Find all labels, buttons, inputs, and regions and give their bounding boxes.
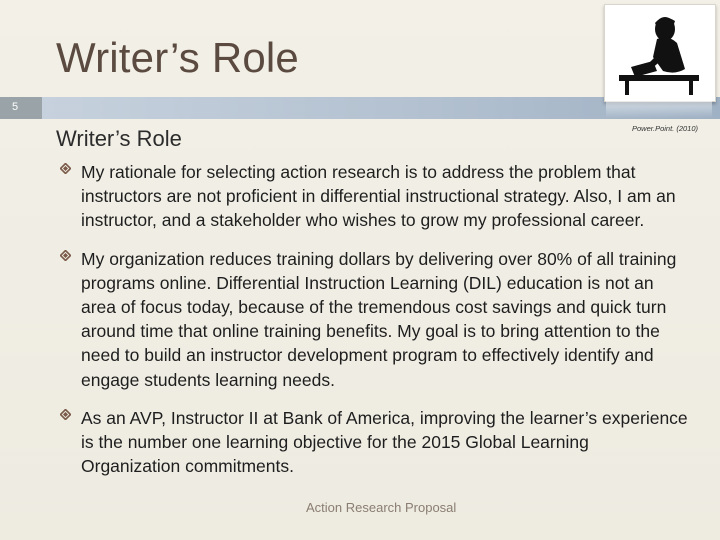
- photo-credit: Power.Point. (2010): [632, 124, 699, 133]
- slide-number: 5: [12, 101, 19, 113]
- bullet-item: [60, 406, 690, 479]
- bullet-text: My organization reduces training dollars by delivering over 80% of all training programs online. Differential Instruction Learning (DIL) education is not an area of focus today, because of the tremendous cost savings and quick turn around time that online training benefits. My goal is to bring attention to the need to build an instructor development program to effectively identify and engage students learning needs.: [81, 248, 677, 390]
- slide-number-box: [0, 97, 42, 119]
- slide-title: Writer’s Role: [56, 34, 299, 81]
- diamond-bullet-icon: [60, 409, 71, 420]
- photo-reflection: [606, 100, 712, 118]
- bullet-list: [60, 160, 690, 492]
- person-reading-silhouette-image: [605, 5, 715, 101]
- photo-frame: [604, 4, 716, 102]
- bullet-item: [60, 160, 690, 233]
- diamond-bullet-icon: [60, 163, 71, 174]
- slide-footer: Action Research Proposal: [306, 500, 457, 515]
- bullet-item: [60, 247, 690, 392]
- content-heading: Writer’s Role: [56, 126, 182, 151]
- bullet-text: My rationale for selecting action research is to address the problem that instructors are not proficient in differential instructional strategy. Also, I am an instructor, and a stakeholder who wishes to grow my professional career.: [81, 162, 676, 231]
- diamond-bullet-icon: [60, 250, 71, 261]
- bullet-text: As an AVP, Instructor II at Bank of America, improving the learner’s experience is the number one learning objective for the 2015 Global Learning Organization commitments.: [81, 407, 688, 477]
